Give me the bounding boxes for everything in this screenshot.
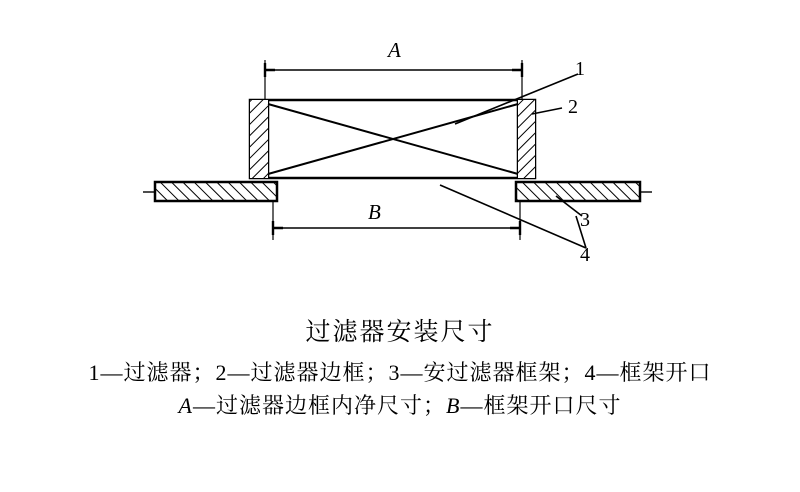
- callout-label-2: 2: [568, 96, 578, 118]
- legend-text-a: —过滤器边框内净尺寸；: [192, 393, 446, 418]
- leader-line-2: [532, 108, 562, 114]
- mounting-frame-group: [143, 182, 652, 201]
- filter-left-border-hatch: [250, 100, 268, 178]
- dimension-label-b: B: [368, 200, 381, 224]
- caption-legend-items: 1—过滤器；2—过滤器边框；3—安过滤器框架；4—框架开口: [88, 360, 712, 385]
- figure-caption: [0, 316, 800, 422]
- dim-a-tick-left: [265, 63, 275, 77]
- frame-bar-right: [516, 182, 640, 201]
- filter-body-group: [250, 100, 535, 178]
- legend-text-b: —框架开口尺寸: [460, 393, 622, 418]
- legend-symbol-a: A: [178, 393, 193, 418]
- callout-label-1: 1: [575, 58, 585, 80]
- dimension-b-group: [273, 200, 520, 240]
- filter-right-border-hatch: [518, 100, 535, 178]
- dim-b-tick-left: [273, 221, 283, 235]
- dim-b-tick-right: [510, 221, 520, 235]
- caption-title: 过滤器安装尺寸: [305, 319, 495, 346]
- dim-a-tick-right: [512, 63, 522, 77]
- callout-label-4: 4: [580, 244, 590, 266]
- frame-bar-left: [155, 182, 277, 201]
- legend-symbol-b: B: [446, 393, 461, 418]
- callout-label-3: 3: [580, 209, 590, 231]
- dimension-a-group: [265, 60, 522, 100]
- caption-legend-dimensions: [0, 389, 800, 422]
- dimension-label-a: A: [388, 38, 401, 62]
